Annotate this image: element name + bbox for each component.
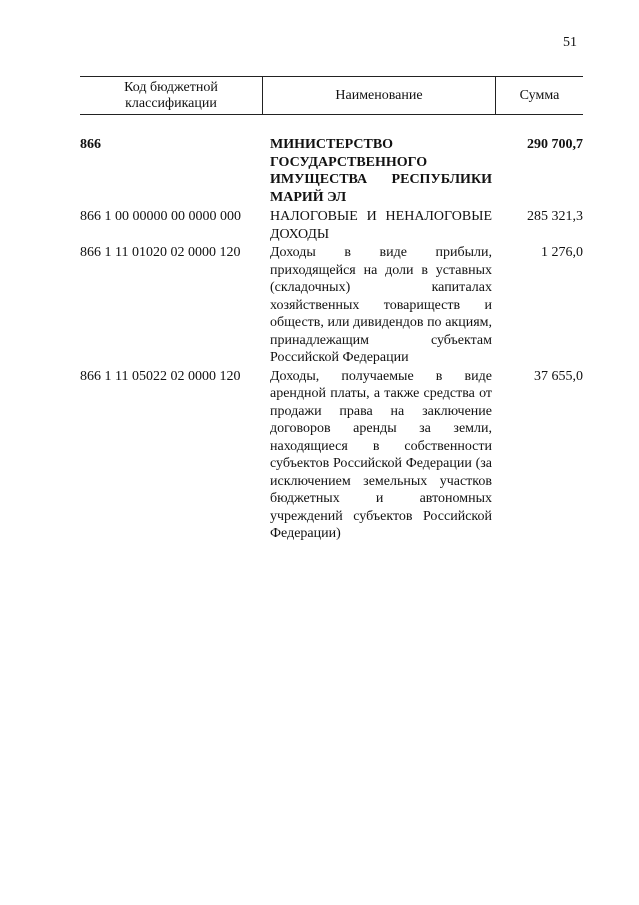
table-row bbox=[80, 244, 583, 367]
row-code: 866 1 11 05022 02 0000 120 bbox=[80, 368, 241, 384]
table-header bbox=[80, 76, 583, 115]
row-sum: 1 276,0 bbox=[541, 245, 583, 260]
header-name-column: Наименование bbox=[263, 77, 496, 114]
row-code: 866 1 00 00000 00 0000 000 bbox=[80, 209, 241, 224]
table-row bbox=[80, 136, 583, 206]
row-sum: 285 321,3 bbox=[527, 209, 583, 224]
table-row bbox=[80, 208, 583, 243]
page-number: 51 bbox=[563, 35, 577, 50]
row-name: МИНИСТЕРСТВО ГОСУДАРСТВЕННОГО ИМУЩЕСТВА РЕСПУБЛИКИ МАРИЙ ЭЛ bbox=[270, 137, 492, 205]
row-sum: 37 655,0 bbox=[534, 368, 583, 384]
row-name: Доходы, получаемые в виде арендной платы, а также средства от продажи права на заключение договоров аренды за земли, находящиеся в собственности субъектов Российской Федерации (за исключением земельных участков бюджетных и автономных учреждений субъектов Российской Федерации) bbox=[270, 368, 492, 541]
row-code: 866 1 11 01020 02 0000 120 bbox=[80, 245, 241, 260]
table-body bbox=[80, 136, 583, 543]
row-name: Доходы в виде прибыли, приходящейся на доли в уставных (складочных) капиталах хозяйственных товариществ и обществ, или дивидендов по акциям, принадлежащим субъектам Российской Федерации bbox=[270, 245, 492, 365]
header-sum-column: Сумма bbox=[519, 87, 560, 103]
row-name: НАЛОГОВЫЕ И НЕНАЛОГОВЫЕ ДОХОДЫ bbox=[270, 209, 492, 242]
header-code-column: Код бюджетной классификации bbox=[80, 77, 263, 114]
table-row bbox=[80, 368, 583, 543]
row-code: 866 bbox=[80, 137, 101, 152]
row-sum: 290 700,7 bbox=[527, 137, 583, 152]
